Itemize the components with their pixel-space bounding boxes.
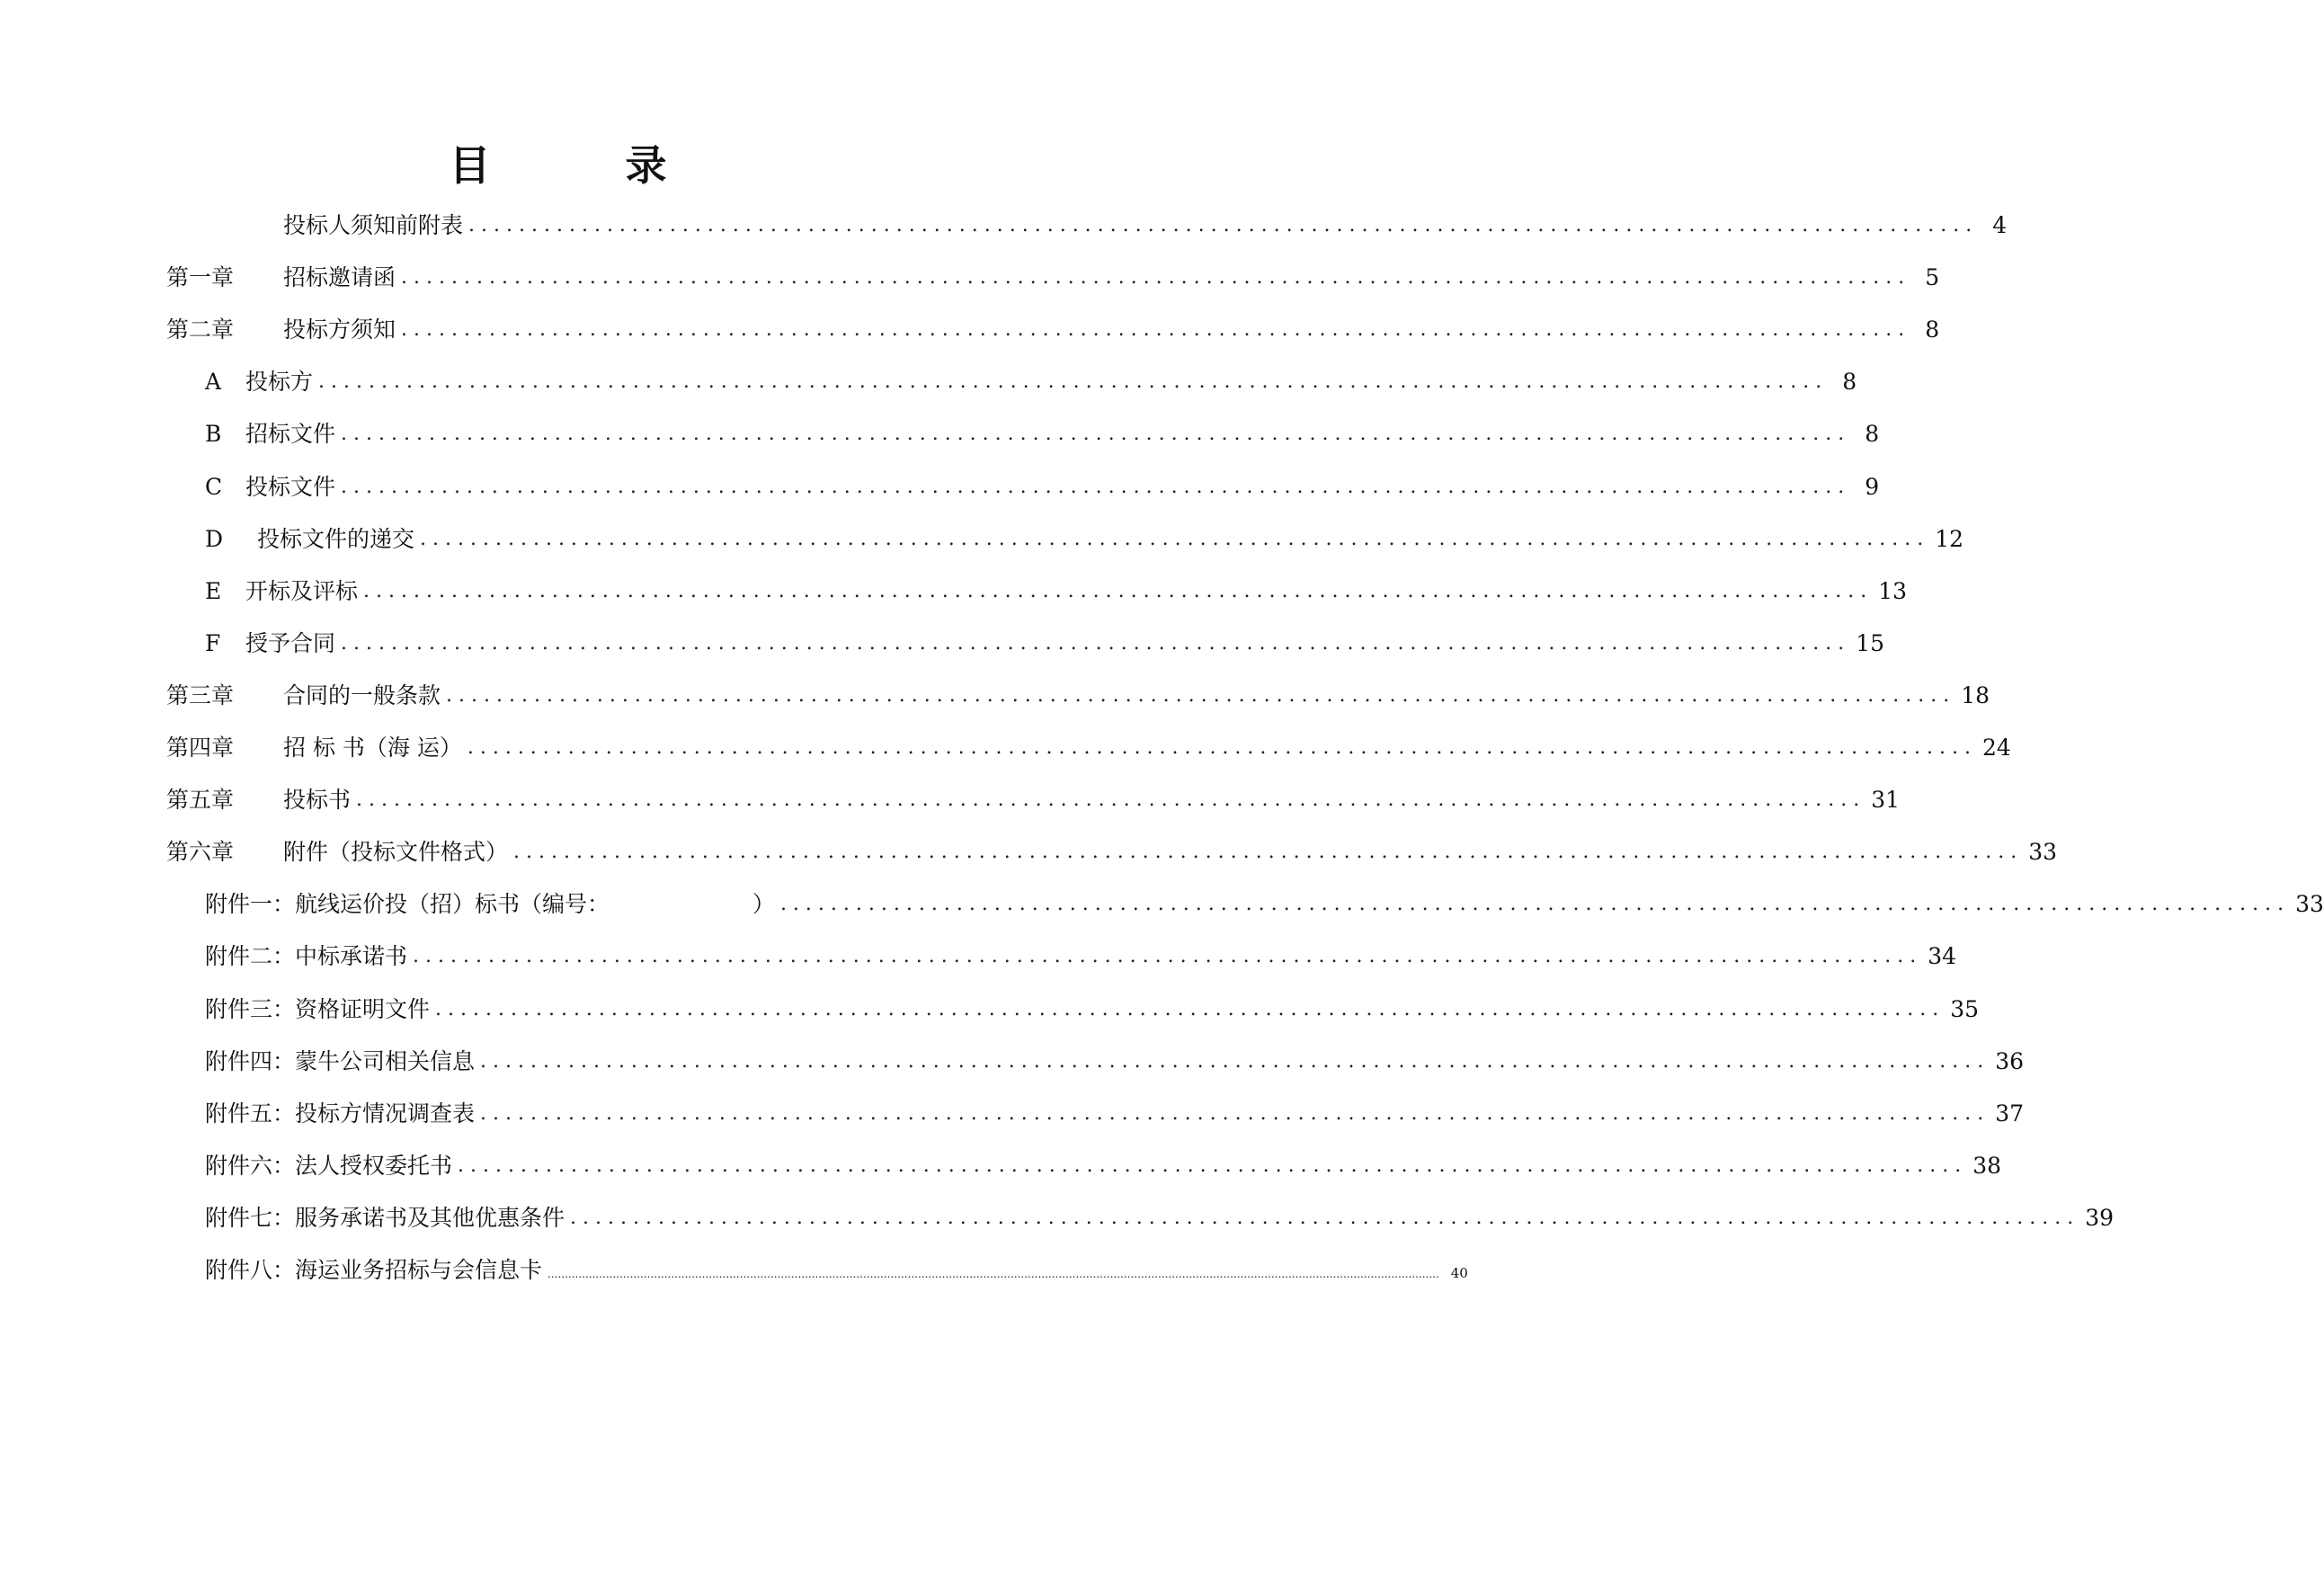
toc-entry-prefix: E — [205, 578, 222, 604]
toc-entry-prefix: B — [205, 421, 222, 447]
toc-title-char-2: 录 — [625, 141, 667, 190]
toc-page-number: 12 — [1935, 526, 1964, 552]
toc-page-number: 39 — [2085, 1205, 2115, 1231]
toc-entry-title: 合同的一般条款 — [283, 682, 441, 708]
toc-dot-leader: ........................................................................................................................ — [356, 788, 1866, 811]
toc-entry-prefix: 第四章 — [166, 735, 235, 761]
toc-entry-prefix: 第二章 — [166, 316, 235, 343]
toc-entry-prefix: 第一章 — [166, 264, 235, 290]
toc-page-number: 38 — [1972, 1153, 2002, 1179]
toc-dot-leader: ........................................................................................................................ — [413, 945, 1923, 967]
toc-page-number: 18 — [1961, 682, 1990, 708]
toc-dot-leader: ........................................................................................................................ — [480, 1050, 1990, 1073]
toc-dot-leader: ........................................................................................................................ — [341, 423, 1851, 445]
toc-entry-title: 招标文件 — [245, 421, 336, 447]
toc-entry[interactable] — [166, 208, 2008, 244]
toc-entry[interactable] — [205, 469, 1880, 505]
toc-entry-prefix: 第六章 — [166, 839, 235, 865]
toc-page-number: 4 — [1992, 212, 2008, 238]
toc-entry[interactable] — [205, 626, 1885, 662]
toc-page-number: 8 — [1865, 421, 1880, 447]
toc-dot-leader: ........................................................................................................................ — [363, 580, 1874, 602]
toc-entry[interactable] — [205, 887, 2324, 922]
toc-title-char-1: 目 — [449, 141, 491, 190]
toc-entry[interactable] — [205, 1044, 2025, 1080]
toc-entry-title: 附件一：航线运价投（招）标书（编号： ） — [205, 891, 775, 917]
toc-dot-leader: ........................................................................................................................ — [401, 266, 1911, 289]
toc-page-number: 40 — [1450, 1265, 1468, 1281]
toc-entry[interactable] — [205, 1148, 2002, 1184]
toc-entry[interactable] — [166, 260, 1940, 296]
toc-entry-title: 附件三：资格证明文件 — [205, 996, 431, 1022]
toc-entry-title: 投标书 — [283, 787, 352, 813]
toc-page-number: 36 — [1995, 1048, 2025, 1074]
toc-page-number: 8 — [1925, 316, 1940, 343]
toc-dot-leader: ........................................................................................................................ — [570, 1207, 2080, 1229]
toc-dot-leader: ........................................................................................................................ — [420, 528, 1930, 550]
toc-entry-prefix: 第三章 — [166, 682, 235, 708]
toc-entry[interactable] — [166, 834, 2058, 870]
toc-entry-prefix: C — [205, 474, 223, 500]
toc-page-number: 37 — [1995, 1100, 2025, 1127]
toc-entry-prefix: D — [205, 526, 224, 552]
toc-dot-leader: ........................................................................................................................ — [779, 893, 2291, 915]
toc-entry-prefix: 第五章 — [166, 787, 235, 813]
toc-entry-title: 附件（投标文件格式） — [283, 839, 509, 865]
toc-page-number: 15 — [1856, 630, 1885, 656]
toc-entry-title: 招 标 书（海 运） — [283, 735, 462, 761]
toc-entry[interactable] — [166, 678, 1990, 714]
toc-page-number: 33 — [2295, 891, 2324, 917]
toc-entry-title: 授予合同 — [245, 630, 336, 656]
toc-entry-title: 附件五：投标方情况调查表 — [205, 1100, 476, 1127]
toc-page-number: 9 — [1865, 474, 1880, 500]
toc-dot-leader: ........................................................................................................................ — [341, 632, 1851, 655]
toc-entry[interactable] — [205, 1096, 2025, 1132]
toc-entry-title: 附件七：服务承诺书及其他优惠条件 — [205, 1205, 565, 1231]
toc-entry-title: 投标人须知前附表 — [283, 212, 464, 238]
toc-entry-title: 附件八：海运业务招标与会信息卡 — [205, 1257, 543, 1283]
toc-dot-leader: ........................................................................................................................ — [513, 841, 2024, 863]
toc-entry[interactable] — [205, 574, 1908, 610]
toc-entry-prefix: F — [205, 630, 221, 656]
toc-entry[interactable] — [205, 1252, 1468, 1288]
toc-entry-prefix: A — [205, 369, 222, 395]
toc-dot-leader: ........................................................................................................................ — [480, 1102, 1990, 1125]
toc-entry[interactable] — [166, 782, 1901, 818]
toc-dot-leader: ........................................................................................................................ — [446, 684, 1956, 707]
toc-dot-leader: .................................................................................................................................................................................................................................................................... — [548, 1268, 1439, 1280]
toc-page-number: 8 — [1842, 369, 1857, 395]
toc-dot-leader: ........................................................................................................................ — [435, 998, 1946, 1020]
toc-entry-title: 投标方 — [245, 369, 314, 395]
toc-entry-title: 投标文件的递交 — [257, 526, 415, 552]
toc-dot-leader: ........................................................................................................................ — [341, 476, 1851, 498]
toc-page-number: 33 — [2028, 839, 2058, 865]
toc-page-number: 13 — [1878, 578, 1908, 604]
toc-entry[interactable] — [205, 992, 1980, 1028]
toc-entry[interactable] — [166, 730, 2011, 766]
toc-entry[interactable] — [205, 939, 1957, 975]
toc-entry[interactable] — [205, 416, 1880, 452]
toc-dot-leader: ........................................................................................................................ — [318, 370, 1829, 393]
toc-page-number: 31 — [1871, 787, 1901, 813]
toc-entry-title: 开标及评标 — [245, 578, 359, 604]
toc-entry[interactable] — [205, 364, 1857, 400]
toc-entry[interactable] — [205, 521, 1964, 557]
toc-page-number: 24 — [1982, 735, 2011, 761]
toc-page-number: 5 — [1925, 264, 1940, 290]
toc-entry-title: 附件二：中标承诺书 — [205, 943, 408, 969]
toc-entry[interactable] — [166, 312, 1940, 348]
toc-dot-leader: ........................................................................................................................ — [458, 1154, 1968, 1177]
toc-entry[interactable] — [205, 1200, 2115, 1236]
toc-page-number: 35 — [1950, 996, 1980, 1022]
toc-entry-title: 附件四：蒙牛公司相关信息 — [205, 1048, 476, 1074]
toc-dot-leader: ........................................................................................................................ — [468, 214, 1979, 236]
toc-entry-title: 投标方须知 — [283, 316, 396, 343]
toc-page-number: 34 — [1928, 943, 1957, 969]
toc-entry-title: 附件六：法人授权委托书 — [205, 1153, 453, 1179]
toc-dot-leader: ........................................................................................................................ — [467, 736, 1978, 759]
toc-entry-title: 招标邀请函 — [283, 264, 396, 290]
toc-entry-title: 投标文件 — [245, 474, 336, 500]
toc-dot-leader: ........................................................................................................................ — [401, 318, 1911, 341]
